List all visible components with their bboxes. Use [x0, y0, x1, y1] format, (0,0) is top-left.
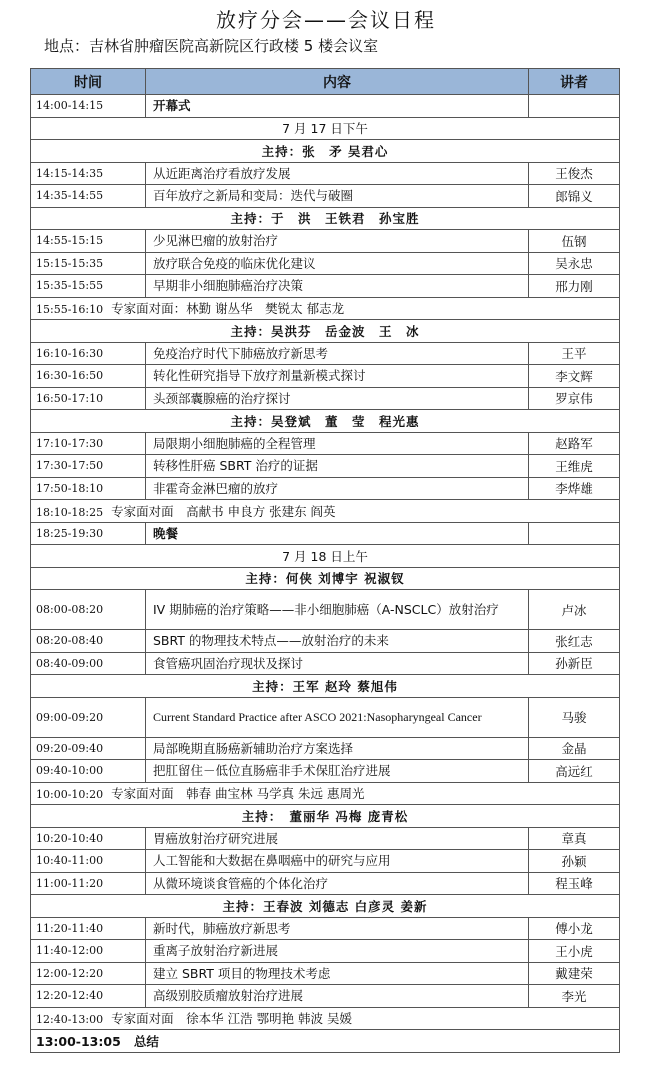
topic-cell: IV 期肺癌的治疗策略——非小细胞肺癌（A-NSCLC）放射治疗 [146, 590, 529, 630]
table-row [31, 342, 620, 365]
topic-cell: 免疫治疗时代下肺癌放疗新思考 [146, 342, 529, 365]
dinner-label: 晚餐 [146, 522, 529, 545]
closing-label: 总结 [133, 1033, 159, 1049]
time-cell: 14:35-14:55 [31, 185, 146, 208]
topic-cell: 重离子放射治疗新进展 [146, 940, 529, 963]
speaker-cell: 孙新臣 [529, 652, 620, 675]
closing-cell [31, 1030, 620, 1053]
panel-time: 10:00-10:20 [36, 788, 104, 802]
page-title: 放疗分会——会议日程 [216, 8, 436, 32]
panel-row [31, 500, 620, 523]
expert-panel [31, 500, 620, 523]
session-host: 主持：何侠 刘博宇 祝淑钗 [31, 567, 620, 590]
topic-cell: 胃癌放射治疗研究进展 [146, 827, 529, 850]
time-cell: 14:15-14:35 [31, 162, 146, 185]
dinner-row [31, 522, 620, 545]
table-row [31, 590, 620, 630]
panel-row [31, 782, 620, 805]
table-row [31, 652, 620, 675]
topic-cell: 百年放疗之新局和变局：迭代与破圈 [146, 185, 529, 208]
panel-text: 专家面对面 韩春 曲宝林 马学真 朱远 惠周光 [111, 786, 365, 802]
time-cell: 10:20-10:40 [31, 827, 146, 850]
session-host: 主持：张 矛 吴君心 [31, 140, 620, 163]
host-row [31, 895, 620, 918]
time-cell: 10:40-11:00 [31, 850, 146, 873]
table-row [31, 365, 620, 388]
table-row [31, 917, 620, 940]
table-row [31, 275, 620, 298]
topic-cell: 放疗联合免疫的临床优化建议 [146, 252, 529, 275]
time-cell: 16:50-17:10 [31, 387, 146, 410]
topic-cell: 人工智能和大数据在鼻咽癌中的研究与应用 [146, 850, 529, 873]
time-cell: 09:00-09:20 [31, 697, 146, 737]
panel-text: 专家面对面 徐本华 江浩 鄂明艳 韩波 吴媛 [111, 1011, 353, 1027]
header-time: 时间 [31, 69, 146, 95]
time-cell: 08:40-09:00 [31, 652, 146, 675]
topic-cell: 早期非小细胞肺癌治疗决策 [146, 275, 529, 298]
speaker-cell [529, 95, 620, 118]
expert-panel [31, 297, 620, 320]
speaker-cell: 李光 [529, 985, 620, 1008]
host-row [31, 320, 620, 343]
time-cell: 17:30-17:50 [31, 455, 146, 478]
session-host: 主持：王军 赵玲 蔡旭伟 [31, 675, 620, 698]
opening-row [31, 95, 620, 118]
topic-cell: 高级别胶质瘤放射治疗进展 [146, 985, 529, 1008]
table-row [31, 737, 620, 760]
table-row [31, 162, 620, 185]
speaker-cell: 赵路军 [529, 432, 620, 455]
topic-cell: SBRT 的物理技术特点——放射治疗的未来 [146, 630, 529, 653]
panel-row [31, 1007, 620, 1030]
date-row [31, 545, 620, 568]
speaker-cell: 伍钢 [529, 230, 620, 253]
speaker-cell: 王维虎 [529, 455, 620, 478]
speaker-cell: 章真 [529, 827, 620, 850]
panel-text: 专家面对面 高献书 申良方 张建东 阎英 [111, 503, 336, 519]
panel-time: 18:10-18:25 [36, 505, 104, 519]
topic-cell: 从微环境谈食管癌的个体化治疗 [146, 872, 529, 895]
meeting-location: 地点：吉林省肿瘤医院高新院区行政楼 5 楼会议室 [44, 37, 379, 55]
session-host: 主持：吴登斌 董 莹 程光惠 [31, 410, 620, 433]
speaker-cell: 傅小龙 [529, 917, 620, 940]
time-cell: 17:50-18:10 [31, 477, 146, 500]
table-row [31, 432, 620, 455]
speaker-cell: 程玉峰 [529, 872, 620, 895]
topic-cell: 少见淋巴瘤的放射治疗 [146, 230, 529, 253]
table-row [31, 940, 620, 963]
speaker-cell: 郎锦义 [529, 185, 620, 208]
schedule-table-wrapper [30, 68, 619, 1053]
time-cell: 09:20-09:40 [31, 737, 146, 760]
session-host: 主持： 董丽华 冯梅 庞青松 [31, 805, 620, 828]
speaker-cell: 李烨雄 [529, 477, 620, 500]
topic-cell: 建立 SBRT 项目的物理技术考虑 [146, 962, 529, 985]
topic-cell: 头颈部囊腺癌的治疗探讨 [146, 387, 529, 410]
speaker-cell: 王俊杰 [529, 162, 620, 185]
topic-cell: 局部晚期直肠癌新辅助治疗方案选择 [146, 737, 529, 760]
host-row [31, 805, 620, 828]
time-cell: 11:40-12:00 [31, 940, 146, 963]
table-header-row [31, 69, 620, 95]
topic-cell: 局限期小细胞肺癌的全程管理 [146, 432, 529, 455]
topic-cell: 新时代，肺癌放疗新思考 [146, 917, 529, 940]
host-row [31, 410, 620, 433]
schedule-table [30, 68, 620, 1053]
time-cell: 17:10-17:30 [31, 432, 146, 455]
panel-time: 15:55-16:10 [36, 303, 104, 317]
time-cell: 16:10-16:30 [31, 342, 146, 365]
speaker-cell: 邢力刚 [529, 275, 620, 298]
time-cell: 12:20-12:40 [31, 985, 146, 1008]
host-row [31, 675, 620, 698]
time-cell: 14:00-14:15 [31, 95, 146, 118]
speaker-cell: 王小虎 [529, 940, 620, 963]
time-cell: 12:00-12:20 [31, 962, 146, 985]
time-cell: 14:55-15:15 [31, 230, 146, 253]
speaker-cell [529, 522, 620, 545]
time-cell: 16:30-16:50 [31, 365, 146, 388]
table-row [31, 850, 620, 873]
table-row [31, 827, 620, 850]
topic-cell: 非霍奇金淋巴瘤的放疗 [146, 477, 529, 500]
time-cell: 11:00-11:20 [31, 872, 146, 895]
expert-panel [31, 1007, 620, 1030]
topic-cell: Current Standard Practice after ASCO 2021:Nasopharyngeal Cancer [146, 697, 529, 737]
host-row [31, 207, 620, 230]
panel-row [31, 297, 620, 320]
host-row [31, 567, 620, 590]
speaker-cell: 高远红 [529, 760, 620, 783]
session-host: 主持：王春波 刘德志 白彦灵 姜新 [31, 895, 620, 918]
topic-cell: 转化性研究指导下放疗剂量新模式探讨 [146, 365, 529, 388]
panel-text: 专家面对面：林勤 谢丛华 樊锐太 郁志龙 [111, 301, 345, 317]
speaker-cell: 李文辉 [529, 365, 620, 388]
speaker-cell: 吴永忠 [529, 252, 620, 275]
table-row [31, 230, 620, 253]
time-cell: 11:20-11:40 [31, 917, 146, 940]
speaker-cell: 卢冰 [529, 590, 620, 630]
table-row [31, 387, 620, 410]
time-cell: 15:35-15:55 [31, 275, 146, 298]
host-row [31, 140, 620, 163]
date-heading: 7 月 17 日下午 [31, 117, 620, 140]
speaker-cell: 张红志 [529, 630, 620, 653]
time-cell: 09:40-10:00 [31, 760, 146, 783]
speaker-cell: 金晶 [529, 737, 620, 760]
speaker-cell: 孙颖 [529, 850, 620, 873]
table-row [31, 477, 620, 500]
header-speaker: 讲者 [529, 69, 620, 95]
session-host: 主持：于 洪 王铁君 孙宝胜 [31, 207, 620, 230]
date-row [31, 117, 620, 140]
header-content: 内容 [146, 69, 529, 95]
speaker-cell: 戴建荣 [529, 962, 620, 985]
table-row [31, 185, 620, 208]
time-cell: 08:20-08:40 [31, 630, 146, 653]
table-row [31, 872, 620, 895]
opening-label: 开幕式 [146, 95, 529, 118]
table-row [31, 962, 620, 985]
speaker-cell: 王平 [529, 342, 620, 365]
table-row [31, 697, 620, 737]
table-row [31, 455, 620, 478]
time-cell: 15:15-15:35 [31, 252, 146, 275]
time-cell: 08:00-08:20 [31, 590, 146, 630]
topic-cell: 把肛留住－低位直肠癌非手术保肛治疗进展 [146, 760, 529, 783]
table-row [31, 985, 620, 1008]
time-cell: 18:25-19:30 [31, 522, 146, 545]
expert-panel [31, 782, 620, 805]
table-row [31, 630, 620, 653]
speaker-cell: 马骏 [529, 697, 620, 737]
table-row [31, 760, 620, 783]
topic-cell: 转移性肝癌 SBRT 治疗的证据 [146, 455, 529, 478]
topic-cell: 食管癌巩固治疗现状及探讨 [146, 652, 529, 675]
topic-cell: 从近距离治疗看放疗发展 [146, 162, 529, 185]
closing-row [31, 1030, 620, 1053]
table-row [31, 252, 620, 275]
panel-time: 12:40-13:00 [36, 1013, 104, 1027]
session-host: 主持：吴洪芬 岳金波 王 冰 [31, 320, 620, 343]
date-heading: 7 月 18 日上午 [31, 545, 620, 568]
speaker-cell: 罗京伟 [529, 387, 620, 410]
closing-time: 13:00-13:05 [36, 1033, 121, 1049]
